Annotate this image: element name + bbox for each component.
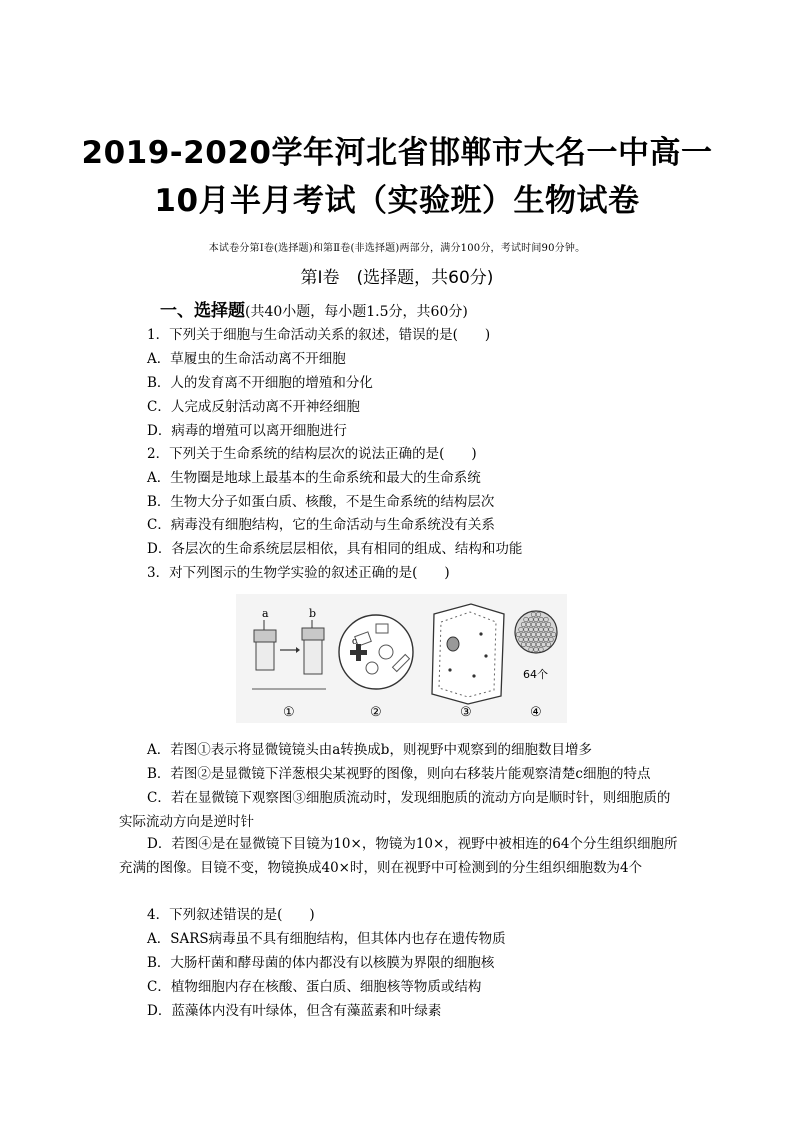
question-1-option-b: B．人的发育离不开细胞的增殖和分化 <box>147 375 373 391</box>
question-2-option-d: D．各层次的生命系统层层相依，具有相同的组成、结构和功能 <box>147 541 523 557</box>
label-b: b <box>309 607 317 620</box>
question-3-option-b: B．若图②是显微镜下洋葱根尖某视野的图像，则向右移装片能观察清楚c细胞的特点 <box>147 766 651 782</box>
microscope-figure <box>236 594 567 723</box>
figure-number-2: ② <box>370 705 382 720</box>
question-2-stem: 2．下列关于生命系统的结构层次的说法正确的是( ) <box>147 446 477 462</box>
question-4-option-c: C．植物细胞内存在核酸、蛋白质、细胞核等物质或结构 <box>147 979 482 995</box>
question-2-option-b: B．生物大分子如蛋白质、核酸，不是生命系统的结构层次 <box>147 494 495 510</box>
exam-title-line2: 10月半月考试（实验班）生物试卷 <box>154 183 640 219</box>
cell-count-label: 64个 <box>523 668 548 681</box>
exam-instructions: 本试卷分第Ⅰ卷(选择题)和第Ⅱ卷(非选择题)两部分，满分100分，考试时间90分钟。 <box>208 243 586 254</box>
label-a: a <box>262 607 269 620</box>
question-3-stem: 3．对下列图示的生物学实验的叙述正确的是( ) <box>147 565 450 581</box>
question-2-option-c: C．病毒没有细胞结构，它的生命活动与生命系统没有关系 <box>147 517 495 533</box>
label-c: c <box>352 637 358 647</box>
question-3-option-c: C．若在显微镜下观察图③细胞质流动时，发现细胞质的流动方向是顺时针，则细胞质的实际流动方向是逆时针 <box>119 790 671 830</box>
question-1-option-d: D．病毒的增殖可以离开细胞进行 <box>147 423 347 439</box>
question-3-option-d: D．若图④是在显微镜下目镜为10×，物镜为10×，视野中被相连的64个分生组织细胞所充满的图像。目镜不变，物镜换成40×时，则在视野中可检测到的分生组织细胞数为4个 <box>119 836 678 876</box>
question-4-option-a: A．SARS病毒虽不具有细胞结构，但其体内也存在遗传物质 <box>147 931 506 947</box>
figure-number-1: ① <box>283 705 295 720</box>
figure-number-3: ③ <box>460 705 472 720</box>
part-heading <box>160 296 468 321</box>
question-2-option-a: A．生物圈是地球上最基本的生命系统和最大的生命系统 <box>147 470 481 486</box>
question-3-option-a: A．若图①表示将显微镜镜头由a转换成b，则视野中观察到的细胞数目增多 <box>147 742 592 758</box>
figure-number-4: ④ <box>530 705 542 720</box>
question-4-option-b: B．大肠杆菌和酵母菌的体内都没有以核膜为界限的细胞核 <box>147 955 495 971</box>
section-heading: 第Ⅰ卷 (选择题，共60分) <box>300 268 494 288</box>
question-4-option-d: D．蓝藻体内没有叶绿体，但含有藻蓝素和叶绿素 <box>147 1003 442 1019</box>
part-title: 一、选择题 <box>160 301 245 321</box>
part-description: (共40小题，每小题1.5分，共60分) <box>245 304 468 320</box>
question-1-stem: 1．下列关于细胞与生命活动关系的叙述，错误的是( ) <box>147 327 491 343</box>
exam-title-line1: 2019-2020学年河北省邯郸市大名一中高一 <box>81 135 713 171</box>
question-4-stem: 4．下列叙述错误的是( ) <box>147 907 315 923</box>
question-1-option-a: A．草履虫的生命活动离不开细胞 <box>147 351 346 367</box>
question-1-option-c: C．人完成反射活动离不开神经细胞 <box>147 399 360 415</box>
